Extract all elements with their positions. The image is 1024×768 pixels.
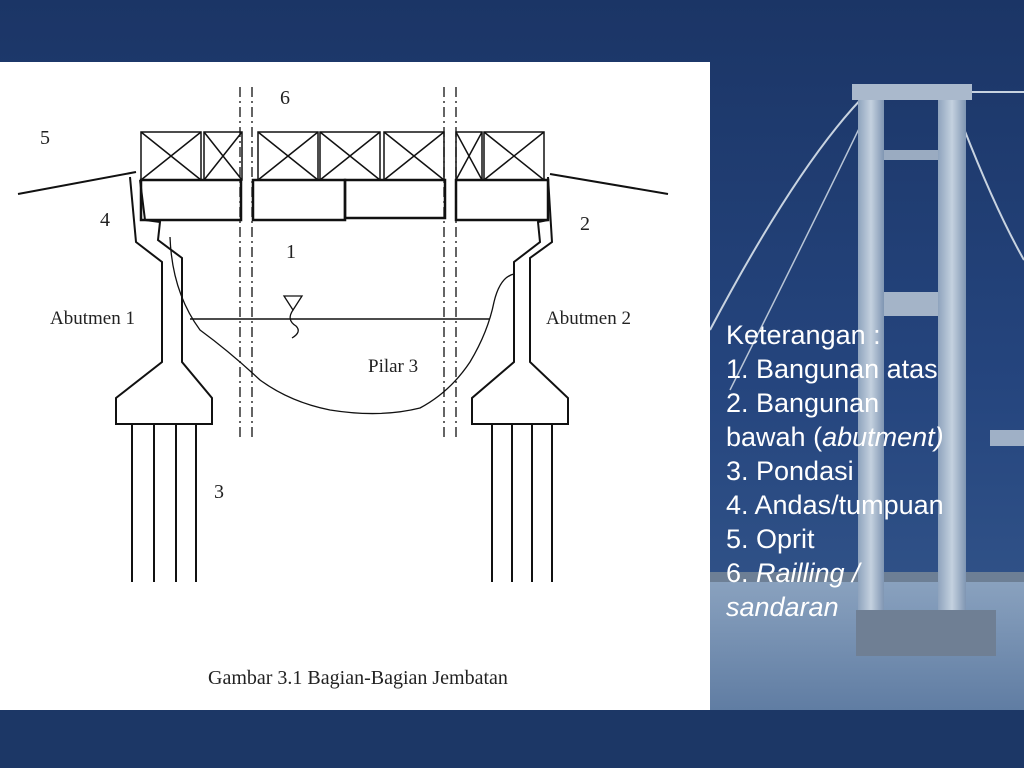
water-level-symbol [284,296,302,338]
label-pier: Pilar 3 [368,356,419,377]
legend-item-6-number: 6. [726,558,757,588]
legend-item-2-italic: abutment) [822,422,944,452]
abutment-right-structure [472,177,568,582]
centerline [240,87,456,437]
superstructure-girders [141,180,548,220]
abutment-left-structure [116,177,212,582]
legend-item-5: 5. Oprit [726,524,815,554]
legend-title: Keterangan : [726,320,881,350]
river-bed [170,237,514,414]
legend [726,318,1016,624]
label-2: 2 [580,213,590,235]
legend-item-6-line-2: sandaran [726,592,839,622]
legend-item-3: 3. Pondasi [726,456,854,486]
label-4: 4 [100,209,110,231]
label-5: 5 [40,127,50,149]
figure-panel [0,62,710,710]
legend-item-2-line-2 [726,420,1016,454]
legend-item-6-line-1 [726,556,1016,590]
legend-item-2-line-1: 2. Bangunan [726,388,880,418]
label-3: 3 [214,481,224,503]
label-1: 1 [286,241,296,263]
railing [141,132,544,180]
figure-caption: Gambar 3.1 Bagian-Bagian Jembatan [208,667,508,689]
legend-item-6-italic: Railling / [756,558,860,588]
label-6: 6 [280,87,290,109]
bridge-diagram [0,62,710,710]
approach-left [18,172,136,194]
legend-item-1: 1. Bangunan atas [726,354,938,384]
approach-right [550,174,668,194]
legend-item-4: 4. Andas/tumpuan [726,490,944,520]
label-abutment-left: Abutmen 1 [50,308,135,329]
label-abutment-right: Abutmen 2 [546,308,631,329]
legend-item-2-text: bawah ( [726,422,823,452]
